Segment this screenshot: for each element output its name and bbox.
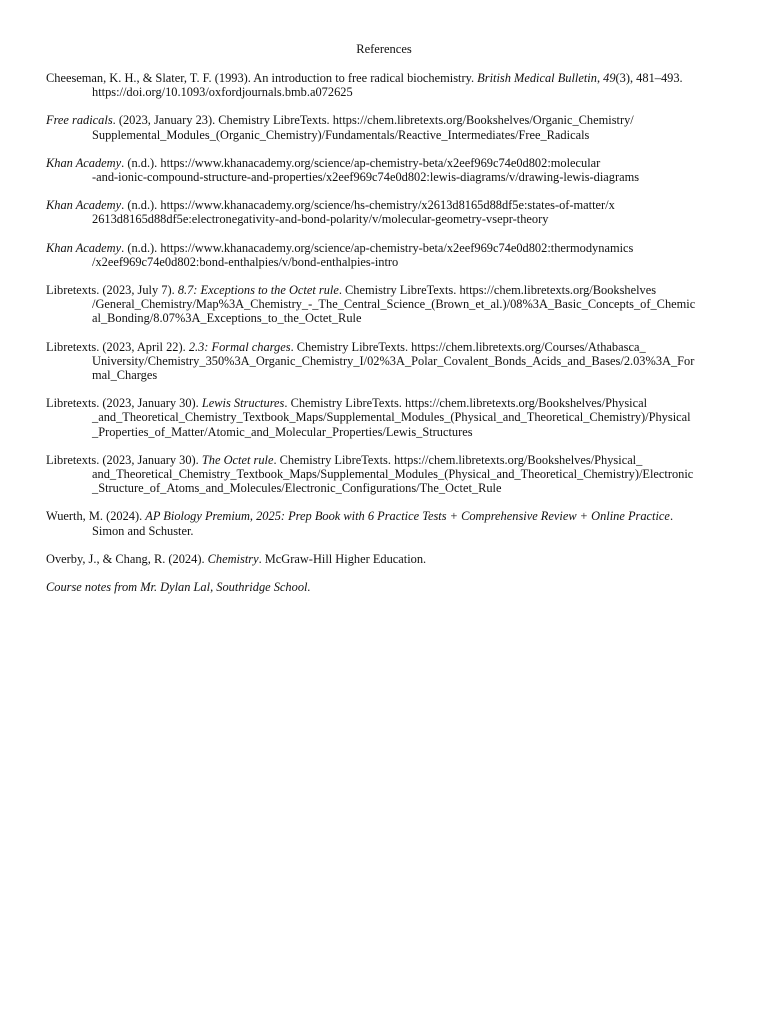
- reference-text: . Chemistry LibreTexts. https://chem.libretexts.org/Bookshelves: [338, 283, 657, 298]
- reference-italic-text: Course notes from Mr. Dylan Lal, Southridge School.: [46, 580, 311, 595]
- reference-entry: [46, 71, 736, 99]
- reference-italic-text: Lewis Structures: [201, 396, 285, 411]
- reference-first-line: [46, 156, 736, 170]
- reference-entry: [46, 283, 736, 326]
- reference-entry: [46, 396, 736, 439]
- reference-text: . (n.d.). https://www.khanacademy.org/science/ap-chemistry-beta/x2eef969c74e0d802:thermodynamics: [121, 240, 634, 255]
- reference-continuation-line: and_Theoretical_Chemistry_Textbook_Maps/Supplemental_Modules_(Physical_and_Theoretical_Chemistry)/Electronic: [92, 467, 694, 482]
- reference-first-line: [46, 198, 736, 212]
- reference-continuation-line: -and-ionic-compound-structure-and-properties/x2eef969c74e0d802:lewis-diagrams/v/drawing-lewis-diagrams: [92, 170, 640, 185]
- reference-entry: [46, 509, 736, 537]
- reference-text: (3), 481–493.: [615, 71, 683, 85]
- reference-text: Wuerth, M. (2024).: [46, 509, 146, 524]
- reference-text: Overby, J., & Chang, R. (2024).: [46, 551, 208, 566]
- reference-text: . (n.d.). https://www.khanacademy.org/science/hs-chemistry/x2613d8165d88df5e:states-of-matter/x: [121, 198, 615, 213]
- reference-entry: [46, 340, 736, 383]
- reference-continuation-line: 2613d8165d88df5e:electronegativity-and-bond-polarity/v/molecular-geometry-vsepr-theory: [92, 212, 549, 227]
- reference-italic-text: The Octet rule: [201, 452, 274, 467]
- reference-text: ,: [596, 71, 604, 85]
- reference-first-line: [46, 580, 736, 594]
- reference-text: Libretexts. (2023, January 30).: [46, 396, 202, 411]
- reference-first-line: [46, 453, 736, 467]
- reference-italic-text: British Medical Bulletin: [477, 71, 597, 85]
- reference-entry: [46, 198, 736, 226]
- reference-first-line: [46, 509, 736, 523]
- reference-first-line: [46, 241, 736, 255]
- reference-italic-text: 49: [603, 71, 616, 85]
- reference-continuation-line: Supplemental_Modules_(Organic_Chemistry)/Fundamentals/Reactive_Intermediates/Free_Radicals: [92, 127, 590, 142]
- reference-text: Libretexts. (2023, January 30).: [46, 452, 202, 467]
- reference-text: .: [669, 509, 674, 524]
- reference-continuation-line: _Structure_of_Atoms_and_Molecules/Electronic_Configurations/The_Octet_Rule: [92, 481, 502, 496]
- reference-italic-text: Chemistry: [207, 551, 259, 566]
- reference-text: . Chemistry LibreTexts. https://chem.libretexts.org/Bookshelves/Physical: [284, 396, 648, 411]
- reference-continuation-line: Simon and Schuster.: [92, 523, 194, 538]
- reference-continuation-line: University/Chemistry_350%3A_Organic_Chemistry_I/02%3A_Polar_Covalent_Bonds_Acids_and_Bases/2.03%3A_For: [92, 353, 695, 368]
- reference-text: . McGraw-Hill Higher Education.: [258, 551, 427, 566]
- reference-text: Libretexts. (2023, April 22).: [46, 339, 189, 354]
- reference-italic-text: Khan Academy: [46, 240, 122, 255]
- reference-italic-text: 8.7: Exceptions to the Octet rule: [177, 283, 339, 298]
- reference-italic-text: Khan Academy: [46, 198, 122, 213]
- reference-italic-text: AP Biology Premium, 2025: Prep Book with 6 Practice Tests + Comprehensive Review + Online Practice: [145, 509, 670, 524]
- reference-text: Libretexts. (2023, July 7).: [46, 283, 178, 298]
- reference-first-line: [46, 113, 736, 127]
- reference-text: . (2023, January 23). Chemistry LibreTexts. https://chem.libretexts.org/Bookshelves/Organic_Chemistry/: [112, 113, 634, 128]
- references-heading: References: [356, 42, 412, 56]
- reference-continuation-line: _and_Theoretical_Chemistry_Textbook_Maps/Supplemental_Modules_(Physical_and_Theoretical_Chemistry)/Physical: [92, 410, 691, 425]
- reference-first-line: [46, 552, 736, 566]
- reference-text: . Chemistry LibreTexts. https://chem.libretexts.org/Courses/Athabasca_: [290, 339, 646, 354]
- reference-first-line: [46, 71, 736, 85]
- reference-entry: [46, 241, 736, 269]
- reference-first-line: [46, 283, 736, 297]
- reference-continuation-line: https://doi.org/10.1093/oxfordjournals.bmb.a072625: [92, 85, 353, 100]
- reference-entry: [46, 113, 736, 141]
- reference-continuation-line: al_Bonding/8.07%3A_Exceptions_to_the_Octet_Rule: [92, 311, 362, 326]
- reference-continuation-line: /General_Chemistry/Map%3A_Chemistry_-_The_Central_Science_(Brown_et_al.)/08%3A_Basic_Concepts_of_Chemic: [92, 297, 696, 312]
- reference-italic-text: Khan Academy: [46, 155, 122, 170]
- reference-continuation-line: mal_Charges: [92, 368, 158, 383]
- reference-text: Cheeseman, K. H., & Slater, T. F. (1993). An introduction to free radical biochemistry.: [46, 71, 478, 85]
- reference-text: . Chemistry LibreTexts. https://chem.libretexts.org/Bookshelves/Physical_: [273, 452, 643, 467]
- reference-entry: [46, 552, 736, 566]
- reference-first-line: [46, 340, 736, 354]
- reference-entry: [46, 453, 736, 496]
- reference-continuation-line: /x2eef969c74e0d802:bond-enthalpies/v/bond-enthalpies-intro: [92, 254, 399, 269]
- reference-first-line: [46, 396, 736, 410]
- reference-entry: [46, 580, 736, 594]
- reference-italic-text: 2.3: Formal charges: [188, 339, 291, 354]
- reference-italic-text: Free radicals: [46, 113, 113, 128]
- reference-continuation-line: _Properties_of_Matter/Atomic_and_Molecular_Properties/Lewis_Structures: [92, 424, 473, 439]
- reference-entry: [46, 156, 736, 184]
- reference-text: . (n.d.). https://www.khanacademy.org/science/ap-chemistry-beta/x2eef969c74e0d802:molecular: [121, 155, 601, 170]
- reference-list: [46, 71, 736, 608]
